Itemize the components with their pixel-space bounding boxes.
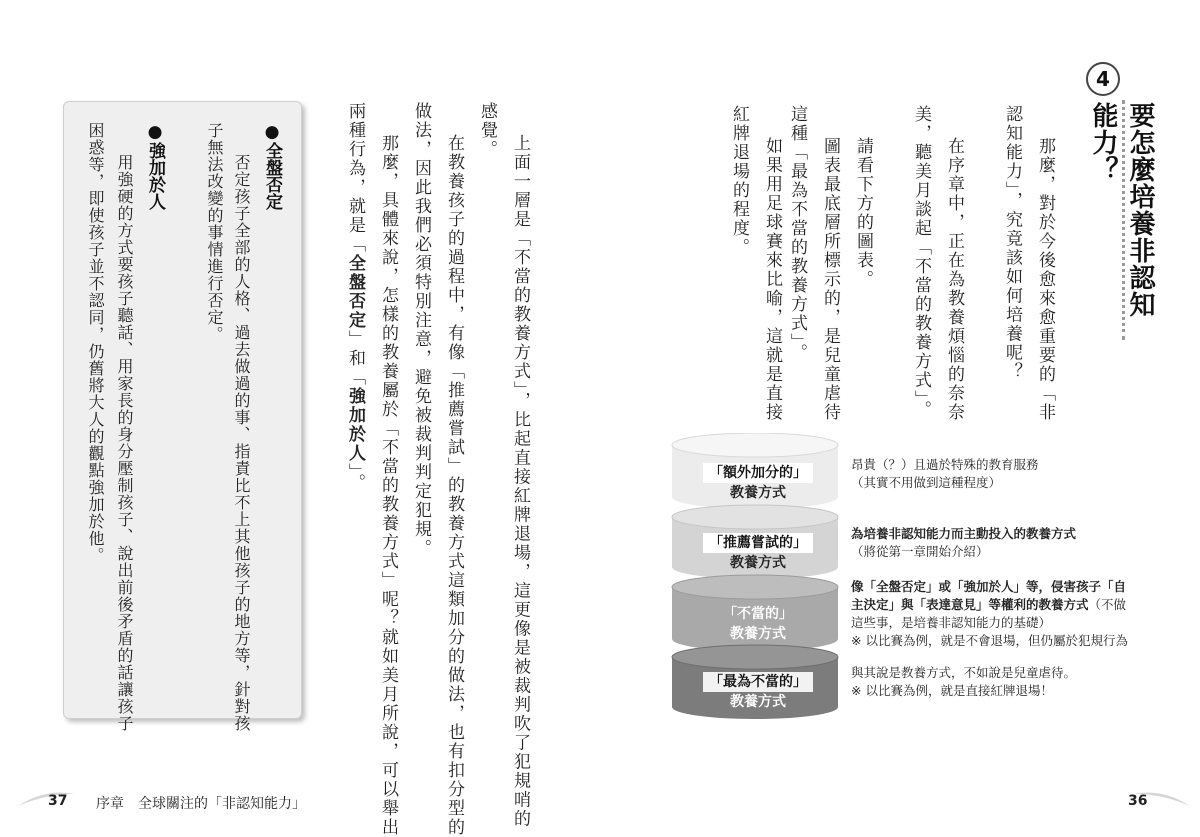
right-page-number: 36 [1128, 793, 1148, 809]
left-column-1: 上面一層是「不當的教養方式」，比起直接紅牌退場，這更像是被裁判吹了犯規哨的 [510, 134, 530, 829]
layer-4-label [678, 672, 838, 712]
left-page-number: 37 [48, 793, 68, 809]
layer-2-description: 為培養非認知能力而主動投入的教養方式 （將從第一章開始介紹） [851, 526, 1077, 559]
layer-2-tag: 「推薦嘗試的」 [703, 533, 813, 553]
section-heading: 要怎麼培養非認知能力？ [1088, 102, 1155, 318]
layer-1-label [678, 463, 838, 503]
layer-3-tag: 「不當的」 [723, 606, 793, 622]
heading-dotted-rule [1122, 100, 1125, 340]
layer-1-tag: 「額外加分的」 [703, 463, 813, 483]
right-column-6: 圖表最底層所標示的，是兒童虐待 [820, 137, 840, 422]
right-column-1: 那麼，對於今後愈來愈重要的「非 [1035, 137, 1055, 422]
layer-3-subtitle: 教養方式 [730, 626, 786, 642]
layer-4-tag: 「最為不當的」 [703, 672, 813, 692]
subheading-total-denial: ●全盤否定 [262, 122, 282, 210]
box-total-denial-line-2: 子無法改變的事情進行否定。 [205, 122, 224, 343]
box-total-denial-line-1: 否定孩子全部的人格、過去做過的事、指責比不上其他孩子的地方等，針對孩 [232, 154, 251, 732]
right-column-3: 在序章中，正在為教養煩惱的奈奈 [944, 137, 964, 422]
left-column-2: 感覺。 [477, 102, 497, 159]
layer-2-label [678, 533, 838, 573]
right-column-9: 紅牌退場的程度。 [729, 105, 749, 257]
layer-3-description: 像「全盤否定」或「強加於人」等，侵害孩子「自 主決定」與「表達意見」等權利的教養方式（不做 這些事，是培養非認知能力的基礎） ※ 以比賽為例，就是不會退場，但仍屬於犯規行為 [851, 579, 1128, 648]
layer-1-subtitle: 教養方式 [730, 485, 786, 501]
left-column-6: 兩種行為，就是「全盤否定」和「強加於人」。 [345, 102, 365, 493]
layer-4-description: 與其說是教養方式，不如說是兒童虐待。 ※ 以比賽為例，就是直接紅牌退場！ [851, 665, 1077, 698]
layer-4-subtitle: 教養方式 [730, 694, 786, 710]
left-column-3: 在教養孩子的過程中，有像「推薦嘗試」的教養方式這類加分的做法，也有扣分型的 [444, 134, 464, 837]
term-imposing: 強加於人 [345, 387, 365, 463]
left-running-footer: 序章 全球關注的「非認知能力」 [96, 796, 306, 812]
box-imposing-line-1: 用強硬的方式要孩子聽話、用家長的身分壓制孩子、說出前後矛盾的話讓孩子 [115, 154, 134, 732]
right-column-5: 請看下方的圖表。 [853, 137, 873, 289]
left-column-4: 做法，因此我們必須特別注意，避免被裁判判定犯規。 [411, 102, 431, 558]
term-total-denial: 全盤否定 [345, 254, 365, 330]
right-column-2: 認知能力」，究竟該如何培養呢？ [1002, 105, 1022, 382]
right-column-7: 這種「最為不當的教養方式」。 [787, 105, 807, 363]
layer-2-subtitle: 教養方式 [730, 555, 786, 571]
section-number-badge: 4 [1086, 62, 1120, 96]
right-column-8: 如果用足球賽來比喻，這就是直接 [762, 137, 782, 422]
left-column-5: 那麼，具體來說，怎樣的教養屬於「不當的教養方式」呢？就如美月所說，可以舉出 [378, 134, 398, 837]
subheading-imposing: ●強加於人 [145, 122, 165, 210]
layer-1-description: 昂貴（？）且過於特殊的教育服務 （其實不用做到這種程度） [851, 457, 1039, 490]
right-column-4: 美，聽美月談起「不當的教養方式」。 [911, 105, 931, 420]
box-imposing-line-2: 困惑等，即使孩子並不認同，仍舊將大人的觀點強加於他。 [86, 122, 105, 564]
layer-3-label [678, 604, 838, 644]
